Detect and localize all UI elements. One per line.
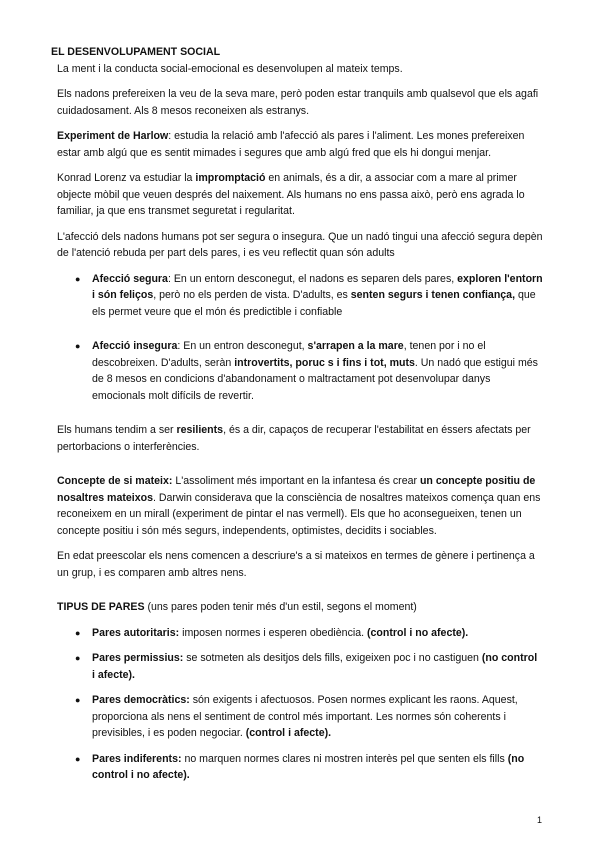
harlow-heading: Experiment de Harlow	[57, 130, 169, 142]
list-item-pares-autoritaris: ● Pares autoritaris: imposen normes i esperen obediència. (control i no afecte).	[57, 625, 543, 642]
list-item-afeccio-insegura: ● Afecció insegura: En un entron desconegut, s'arrapen a la mare, tenen por i no el descobreixen. D'adults, seràn introvertits, poruc s i fins i tot, muts. Un nadó que estigui més de 8 mesos en condicions d'abandonament o maltractament pot desenvolupar danys emocionals molt difícils de revertir.	[75, 340, 538, 402]
preescolar-paragraph: En edat preescolar els nens comencen a descriure's a si mateixos en termes de gènere i pertinença a un grup, i es comparen amb altres nens.	[57, 550, 535, 579]
afeccio-list	[57, 271, 543, 405]
harlow-paragraph: Experiment de Harlow: estudia la relació amb l'afecció als pares i l'aliment. Les mones prefereixen estar amb algú que es sentit mimades i segures que amb algú fred que els hi dongui menjar.	[57, 130, 525, 159]
lorenz-paragraph: Konrad Lorenz va estudiar la impromptació en animals, és a dir, a associar com a mare al primer objecte mòbil que veuen després del naixement. Als humans no ens passa això, però ens agrada lo familiar, ja que ens transmet seguretat i regularitat.	[57, 172, 525, 217]
bullet-icon: ●	[75, 627, 81, 638]
page-title: EL DESENVOLUPAMENT SOCIAL	[51, 46, 221, 58]
list-item-pares-indiferents: ● Pares indiferents: no marquen normes clares ni mostren interès pel que senten els fills (no control i no afecte).	[75, 752, 525, 781]
concepte-paragraph: Concepte de si mateix: L'assoliment més important en la infantesa és crear un concepte positiu de nosaltres mateixos. Darwin considerava que la consciència de nosaltres mateixos comença quan ens reconeixem en un mirall (experiment de pintar el nas vermell). Els que ho aconsegueixen, tenen un concepte positiu i són més segurs, independents, optimistes, decidits i sociables.	[57, 475, 541, 537]
pares-list	[57, 625, 543, 784]
nadons-paragraph: Els nadons prefereixen la veu de la seva mare, però poden estar tranquils amb qualsevol que els agafi cuidadosament. Als 8 mesos reconeixen als estranys.	[57, 88, 539, 117]
list-item-pares-democratics: ● Pares democràtics: són exigents i afectuosos. Posen normes explicant les raons. Aquest, proporciona als nens el sentiment de control més important. Les normes són coherents i previsibles, i es poden negociar. (control i afecte).	[75, 694, 518, 739]
list-item-pares-permissius: ● Pares permissius: se sotmeten als desitjos dels fills, exigeixen poc i no castiguen (no control i afecte).	[75, 652, 538, 681]
bullet-icon: ●	[75, 753, 81, 764]
bullet-icon: ●	[75, 273, 81, 284]
resilients-paragraph: Els humans tendim a ser resilients, és a dir, capaços de recuperar l'estabilitat en éssers afectats per pertorbacions o interferències.	[57, 424, 531, 453]
bullet-icon: ●	[75, 341, 81, 351]
page-number: 1	[536, 815, 542, 825]
intro-paragraph: La ment i la conducta social-emocional es desenvolupen al mateix temps.	[57, 62, 403, 75]
document-body	[51, 44, 543, 784]
afeccio-paragraph: L'afecció dels nadons humans pot ser segura o insegura. Que un nadó tingui una afecció segura depèn de l'atenció rebuda per part dels pares, i es veu reflectit quan són adults	[57, 230, 543, 259]
tipus-heading: TIPUS DE PARES (uns pares poden tenir més d'un estil, segons el moment)	[57, 601, 417, 613]
list-item-afeccio-segura: ● Afecció segura: En un entorn desconegut, el nadons es separen dels pares, exploren l'entorn i són feliços, però no els perden de vista. D'adults, es senten segurs i tenen confiança, que els permet veure que el món és predictible i confiable	[75, 272, 543, 318]
bullet-icon: ●	[75, 653, 81, 663]
bullet-icon: ●	[75, 695, 81, 705]
